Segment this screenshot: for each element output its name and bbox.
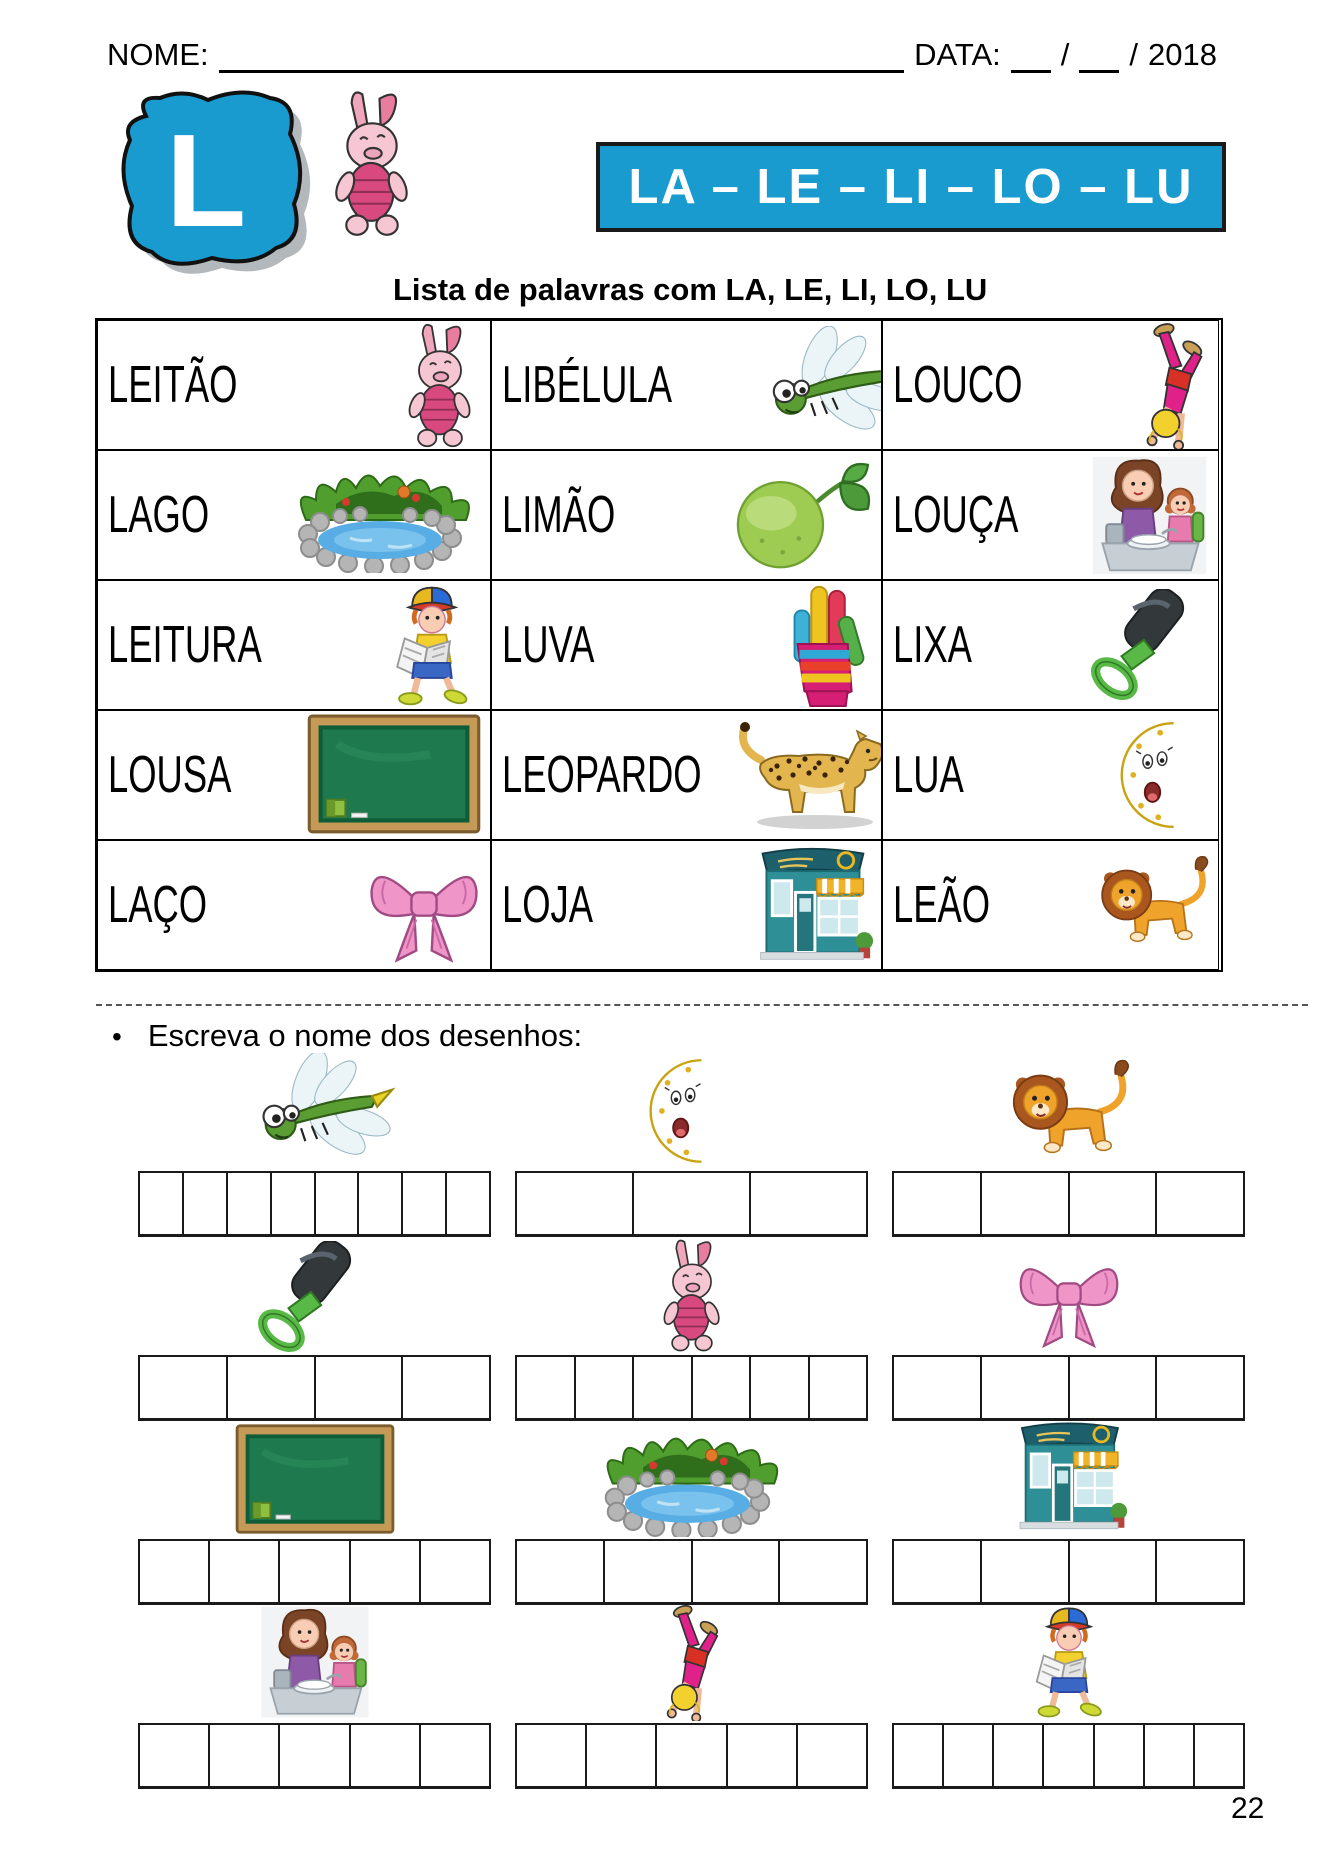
prompt-text: Escreva o nome dos desenhos:	[147, 1018, 583, 1053]
letter-box[interactable]	[140, 1357, 228, 1418]
name-label: NOME:	[107, 37, 209, 72]
exercise-item	[138, 1053, 491, 1237]
syllable-banner	[596, 142, 1226, 232]
letter-box[interactable]	[780, 1541, 866, 1602]
letter-box[interactable]	[1195, 1725, 1243, 1786]
letter-box[interactable]	[605, 1541, 693, 1602]
letter-box[interactable]	[210, 1725, 280, 1786]
letter-boxes	[515, 1355, 868, 1421]
nail-file-image	[1084, 589, 1212, 701]
leopard-image	[727, 718, 882, 833]
letter-box[interactable]	[517, 1173, 634, 1234]
letter-boxes	[138, 1355, 491, 1421]
letter-box[interactable]	[798, 1725, 866, 1786]
table-cell	[97, 840, 491, 970]
word-label: LEITÃO	[108, 356, 238, 414]
date-month-blank[interactable]	[1079, 36, 1119, 73]
dashed-divider	[96, 1004, 1308, 1006]
lion-image	[1005, 1053, 1133, 1171]
letter-box[interactable]	[810, 1357, 867, 1418]
letter-boxes	[892, 1355, 1245, 1421]
word-table	[95, 318, 1223, 972]
letter-box[interactable]	[140, 1541, 210, 1602]
letter-box[interactable]	[517, 1357, 576, 1418]
letter-boxes	[515, 1171, 868, 1237]
letter-box[interactable]	[657, 1725, 727, 1786]
letter-box[interactable]	[1070, 1357, 1158, 1418]
letter-boxes	[138, 1171, 491, 1237]
letter-box[interactable]	[517, 1725, 587, 1786]
bow-image	[364, 842, 484, 968]
letter-box[interactable]	[894, 1725, 944, 1786]
letter-boxes	[892, 1171, 1245, 1237]
letter-box[interactable]	[316, 1173, 360, 1234]
exercise-item	[515, 1237, 868, 1421]
letter-box[interactable]	[1070, 1541, 1158, 1602]
letter-box[interactable]	[517, 1541, 605, 1602]
exercise-item	[892, 1237, 1245, 1421]
moon-image	[1116, 715, 1212, 835]
letter-box[interactable]	[994, 1725, 1044, 1786]
date-slash: /	[1129, 37, 1139, 72]
letter-box[interactable]	[140, 1173, 184, 1234]
table-cell	[97, 450, 491, 580]
letter-boxes	[892, 1723, 1245, 1789]
date-year: 2018	[1148, 37, 1217, 72]
word-label: LIBÉLULA	[502, 356, 672, 414]
letter-boxes	[515, 1723, 868, 1789]
letter-box[interactable]	[1145, 1725, 1195, 1786]
dishwashing-image	[254, 1605, 376, 1723]
lion-image	[1094, 850, 1212, 960]
exercise-item	[515, 1053, 868, 1237]
exercise-item	[138, 1237, 491, 1421]
letter-box[interactable]	[751, 1173, 866, 1234]
table-cell	[97, 710, 491, 840]
letter-box[interactable]	[1044, 1725, 1094, 1786]
word-label: LEOPARDO	[502, 746, 702, 804]
cartwheel-kid-image	[656, 1605, 728, 1723]
date-day-blank[interactable]	[1011, 36, 1051, 73]
letter-box[interactable]	[1070, 1173, 1158, 1234]
list-title: Lista de palavras com LA, LE, LI, LO, LU	[393, 272, 988, 307]
table-cell	[491, 710, 882, 840]
letter-box[interactable]	[693, 1357, 752, 1418]
piglet-image	[322, 88, 422, 238]
store-image	[1008, 1421, 1130, 1539]
letter-box[interactable]	[351, 1725, 421, 1786]
bullet-icon: •	[112, 1021, 122, 1052]
dragonfly-image	[229, 1053, 401, 1171]
letter-box[interactable]	[403, 1173, 447, 1234]
letter-box[interactable]	[421, 1541, 489, 1602]
chalkboard-image	[231, 1421, 399, 1539]
word-label: LAÇO	[108, 876, 208, 934]
exercise-item	[138, 1421, 491, 1605]
glove-image	[783, 581, 875, 709]
date-slash: /	[1060, 37, 1070, 72]
table-cell	[491, 450, 882, 580]
table-cell	[491, 840, 882, 970]
word-label: LUA	[893, 746, 964, 804]
word-label: LIMÃO	[502, 486, 616, 544]
word-label: LOUCO	[893, 356, 1023, 414]
letter-box[interactable]	[587, 1725, 657, 1786]
letter-box[interactable]	[280, 1541, 350, 1602]
lake-image	[284, 458, 484, 573]
word-label: LEITURA	[108, 616, 262, 674]
letter-box[interactable]	[280, 1725, 350, 1786]
letter-boxes	[138, 1723, 491, 1789]
moon-image	[645, 1053, 739, 1171]
nail-file-image	[252, 1237, 378, 1355]
exercise-item	[892, 1053, 1245, 1237]
letter-box[interactable]	[894, 1357, 982, 1418]
letter-box[interactable]	[1157, 1357, 1243, 1418]
table-cell	[97, 580, 491, 710]
letter-box[interactable]	[982, 1357, 1070, 1418]
letter-box[interactable]	[751, 1357, 810, 1418]
letter-box[interactable]	[447, 1173, 489, 1234]
dragonfly-image	[745, 326, 882, 444]
exercise-item	[138, 1605, 491, 1789]
word-label: LOJA	[502, 876, 594, 934]
letter-box[interactable]	[894, 1541, 982, 1602]
exercise-prompt	[112, 1018, 582, 1054]
letter-box[interactable]	[351, 1541, 421, 1602]
table-cell	[882, 840, 1219, 970]
exercise-item	[892, 1421, 1245, 1605]
letter-box[interactable]	[944, 1725, 994, 1786]
letter-boxes	[138, 1539, 491, 1605]
exercise-grid	[138, 1053, 1245, 1789]
exercise-item	[892, 1605, 1245, 1789]
chalkboard-image	[304, 713, 484, 837]
table-cell	[491, 320, 882, 450]
letter-box[interactable]	[184, 1173, 228, 1234]
logo-letter: L	[165, 107, 247, 254]
letter-box[interactable]	[634, 1357, 693, 1418]
letter-box[interactable]	[316, 1357, 404, 1418]
letter-box[interactable]	[403, 1357, 489, 1418]
word-label: LUVA	[502, 616, 595, 674]
store-image	[749, 842, 875, 968]
letter-box[interactable]	[576, 1357, 635, 1418]
name-blank-line[interactable]	[219, 36, 904, 73]
word-label: LOUÇA	[893, 486, 1019, 544]
lake-image	[589, 1421, 794, 1539]
letter-box[interactable]	[982, 1541, 1070, 1602]
word-label: LEÃO	[893, 876, 991, 934]
letter-box[interactable]	[359, 1173, 403, 1234]
letter-box[interactable]	[1157, 1173, 1243, 1234]
table-cell	[882, 320, 1219, 450]
cartwheel-kid-image	[1136, 321, 1212, 449]
piglet-image	[651, 1237, 733, 1355]
date-label: DATA:	[914, 37, 1001, 72]
lime-image	[725, 458, 875, 573]
dishwashing-image	[1087, 453, 1212, 578]
letter-boxes	[515, 1539, 868, 1605]
letter-box[interactable]	[228, 1173, 272, 1234]
header	[107, 36, 1217, 73]
reading-boy-image	[380, 582, 484, 709]
exercise-item	[515, 1605, 868, 1789]
letter-box[interactable]	[693, 1541, 781, 1602]
letter-box[interactable]	[1157, 1541, 1243, 1602]
bow-image	[1013, 1237, 1125, 1355]
word-label: LAGO	[108, 486, 210, 544]
letter-box[interactable]	[210, 1541, 280, 1602]
letter-l-logo	[108, 84, 318, 280]
table-cell	[491, 580, 882, 710]
letter-box[interactable]	[894, 1173, 982, 1234]
letter-boxes	[892, 1539, 1245, 1605]
letter-box[interactable]	[228, 1357, 316, 1418]
letter-box[interactable]	[140, 1725, 210, 1786]
word-label: LIXA	[893, 616, 972, 674]
banner-text: LA – LE – LI – LO – LU	[628, 160, 1194, 214]
letter-box[interactable]	[272, 1173, 316, 1234]
piglet-image	[396, 321, 484, 449]
table-cell	[882, 580, 1219, 710]
word-label: LOUSA	[108, 746, 232, 804]
letter-box[interactable]	[634, 1173, 751, 1234]
letter-box[interactable]	[982, 1173, 1070, 1234]
table-cell	[97, 320, 491, 450]
table-cell	[882, 450, 1219, 580]
table-cell	[882, 710, 1219, 840]
letter-box[interactable]	[1095, 1725, 1145, 1786]
page-number: 22	[1231, 1792, 1265, 1825]
letter-box[interactable]	[728, 1725, 798, 1786]
reading-boy-image	[1021, 1605, 1117, 1723]
letter-box[interactable]	[421, 1725, 489, 1786]
exercise-item	[515, 1421, 868, 1605]
